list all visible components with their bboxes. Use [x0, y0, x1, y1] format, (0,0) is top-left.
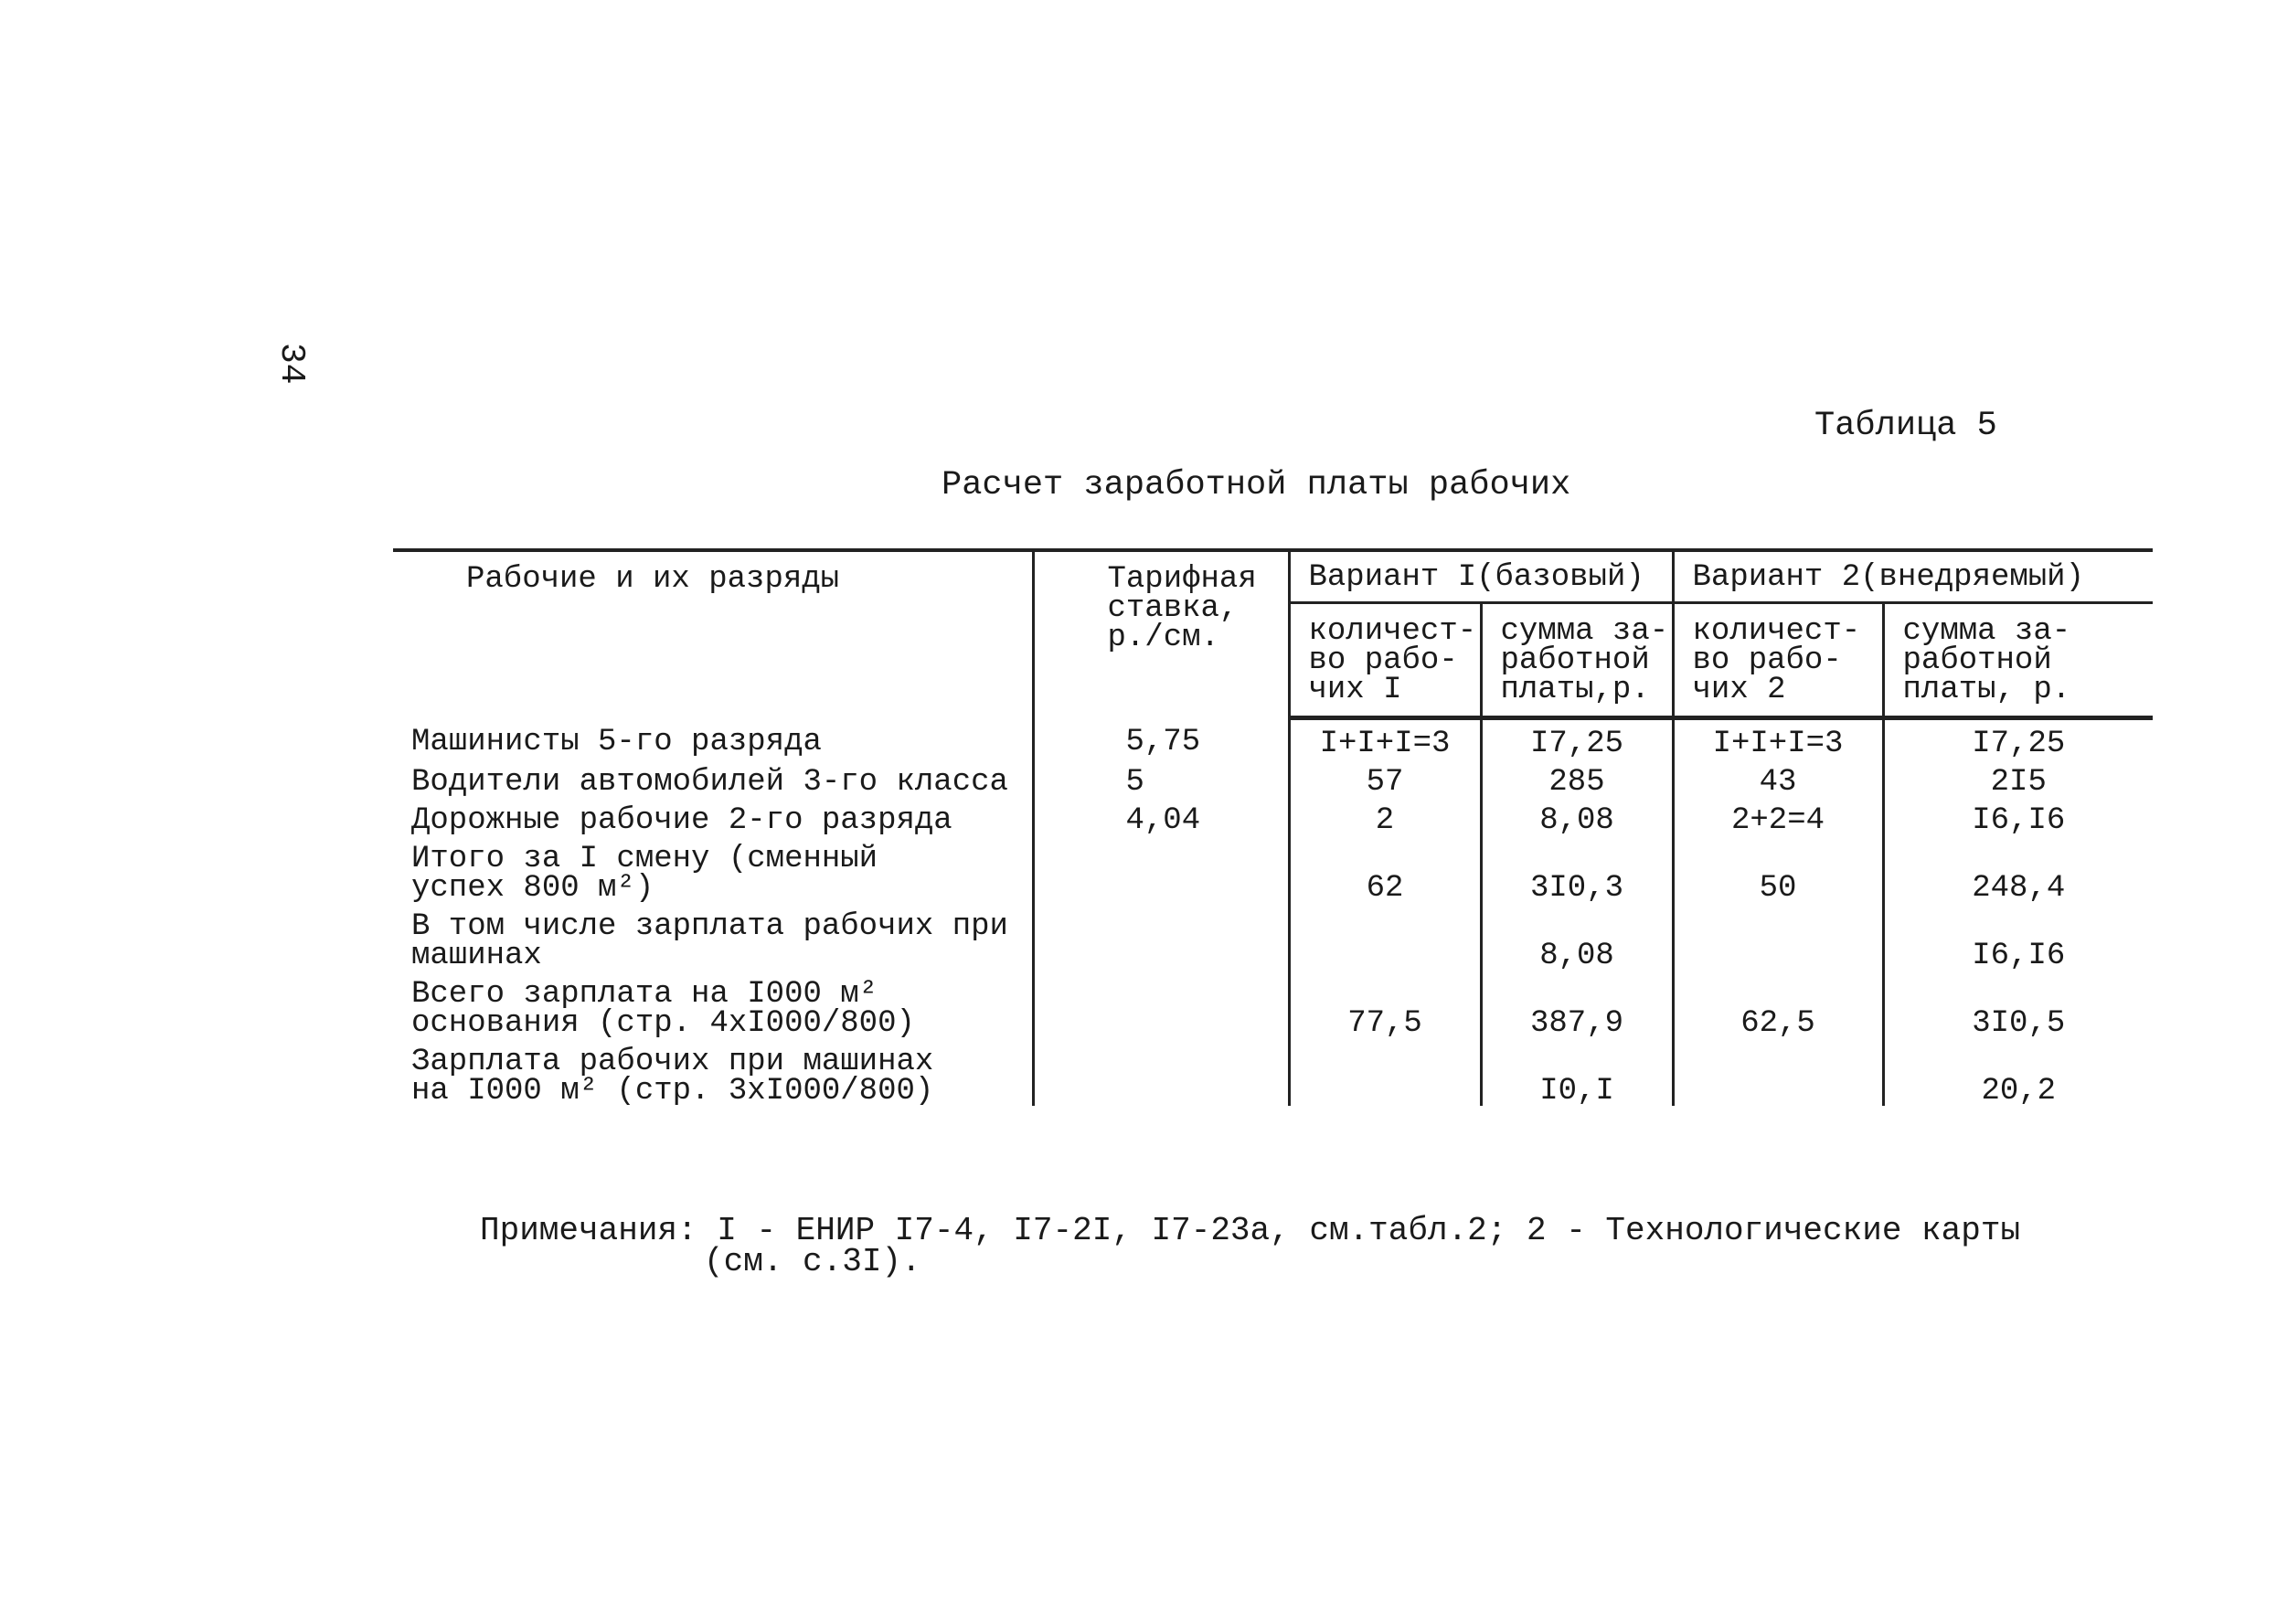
- row-sum-2: I7,25: [1883, 718, 2153, 759]
- row-count-1: [1289, 903, 1481, 971]
- row-count-1: 77,5: [1289, 971, 1481, 1038]
- notes-line-1: Примечания: I - ЕНИР I7-4, I7-2I, I7-23а, см.табл.2; 2 - Технологические карты: [480, 1212, 2021, 1249]
- row-sum-2: 248,4: [1883, 835, 2153, 903]
- row-name: Всего зарплата на I000 м² основания (стр. 4xI000/800): [411, 977, 915, 1041]
- row-rate: [1033, 1038, 1289, 1106]
- header-variant-1: Вариант I(базовый): [1289, 550, 1673, 603]
- page-number: 34: [271, 343, 311, 385]
- row-count-1: I+I+I=3: [1289, 718, 1481, 759]
- row-sum-2: I6,I6: [1883, 797, 2153, 835]
- table-notes: [480, 1212, 2021, 1280]
- header-rate: Тарифная ставка, р./см.: [1033, 550, 1289, 718]
- table-row: [393, 971, 2153, 1038]
- row-sum-1: I0,I: [1481, 1038, 1673, 1106]
- row-sum-2: 2I5: [1883, 759, 2153, 797]
- row-rate: 5,75: [1033, 718, 1289, 759]
- row-sum-1: 8,08: [1481, 797, 1673, 835]
- notes-line-2: (см. с.3I).: [704, 1243, 921, 1280]
- row-count-2: 2+2=4: [1673, 797, 1883, 835]
- header-variant-2: Вариант 2(внедряемый): [1673, 550, 2153, 603]
- row-sum-1: 3I0,3: [1481, 835, 1673, 903]
- row-name: Дорожные рабочие 2-го разряда: [411, 803, 952, 838]
- row-count-1: 62: [1289, 835, 1481, 903]
- row-sum-2: 3I0,5: [1883, 971, 2153, 1038]
- row-sum-1: 387,9: [1481, 971, 1673, 1038]
- header-sum-1: сумма за- работной платы,р.: [1481, 603, 1673, 718]
- table-row: [393, 797, 2153, 835]
- table-row: [393, 835, 2153, 903]
- table-header-row: [393, 550, 2153, 603]
- row-name: В том числе зарплата рабочих при машинах: [411, 909, 1008, 973]
- row-count-2: 43: [1673, 759, 1883, 797]
- row-count-2: 62,5: [1673, 971, 1883, 1038]
- row-rate: 4,04: [1033, 797, 1289, 835]
- table-row: [393, 759, 2153, 797]
- table-label: Таблица 5: [1814, 407, 1997, 445]
- row-sum-2: I6,I6: [1883, 903, 2153, 971]
- header-count-2: количест- во рабо- чих 2: [1673, 603, 1883, 718]
- row-rate: 5: [1033, 759, 1289, 797]
- header-sum-2: сумма за- работной платы, р.: [1883, 603, 2153, 718]
- row-sum-1: 8,08: [1481, 903, 1673, 971]
- row-count-2: 50: [1673, 835, 1883, 903]
- row-count-1: [1289, 1038, 1481, 1106]
- row-count-2: [1673, 1038, 1883, 1106]
- page-title: Расчет заработной платы рабочих: [942, 466, 1571, 504]
- row-count-2: I+I+I=3: [1673, 718, 1883, 759]
- header-count-1: количест- во рабо- чих I: [1289, 603, 1481, 718]
- row-name: Итого за I смену (сменный успех 800 м²): [411, 842, 878, 906]
- row-rate: [1033, 971, 1289, 1038]
- row-name: Зарплата рабочих при машинах на I000 м² (стр. 3xI000/800): [411, 1045, 934, 1109]
- row-sum-2: 20,2: [1883, 1038, 2153, 1106]
- row-count-1: 57: [1289, 759, 1481, 797]
- row-count-1: 2: [1289, 797, 1481, 835]
- row-name: Машинисты 5-го разряда: [411, 724, 822, 759]
- table-row: [393, 718, 2153, 759]
- row-sum-1: 285: [1481, 759, 1673, 797]
- row-count-2: [1673, 903, 1883, 971]
- row-rate: [1033, 835, 1289, 903]
- wage-table: [393, 548, 2153, 1109]
- table-row: [393, 903, 2153, 971]
- row-name: Водители автомобилей 3-го класса: [411, 765, 1008, 800]
- row-sum-1: I7,25: [1481, 718, 1673, 759]
- header-workers: Рабочие и их разряды: [393, 550, 1033, 718]
- row-rate: [1033, 903, 1289, 971]
- table-row: [393, 1038, 2153, 1106]
